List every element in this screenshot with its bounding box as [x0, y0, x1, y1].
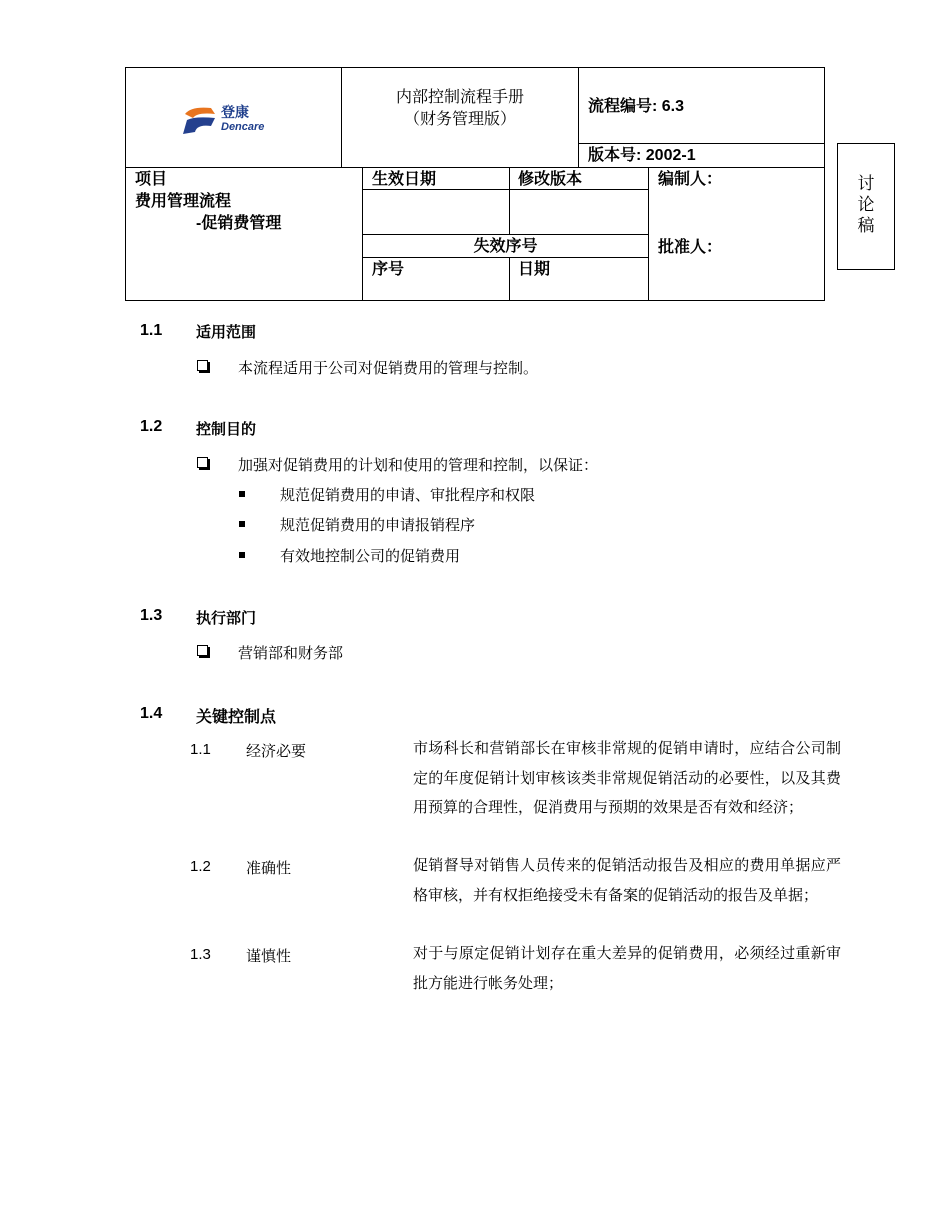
table-line — [578, 67, 579, 167]
square-bullet-icon — [239, 552, 245, 558]
key-point-number: 1.3 — [190, 946, 211, 963]
key-point-number: 1.1 — [190, 741, 211, 758]
logo-mark-icon — [181, 104, 219, 136]
list-item: 规范促销费用的申请报销程序 — [280, 516, 476, 534]
section-title: 执行部门 — [196, 609, 257, 627]
section-title: 关键控制点 — [196, 707, 277, 726]
editor-label: 编制人： — [658, 171, 723, 188]
table-line — [509, 257, 510, 301]
table-line — [362, 234, 649, 235]
process-number: 流程编号: 6.3 — [588, 98, 685, 115]
seq-label: 序号 — [372, 261, 405, 278]
revision-label: 修改版本 — [518, 171, 583, 188]
section-number: 1.2 — [140, 418, 163, 435]
box-bullet-icon — [197, 645, 208, 656]
process-subname: -促销费管理 — [196, 215, 282, 232]
version-number: 版本号: 2002-1 — [588, 147, 696, 164]
key-point-name: 经济必要 — [246, 742, 307, 760]
table-line — [509, 167, 510, 235]
section-paragraph: 营销部和财务部 — [238, 644, 344, 662]
invalid-seq-label: 失效序号 — [473, 238, 538, 255]
list-item: 规范促销费用的申请、审批程序和权限 — [280, 486, 536, 504]
key-point-description: 促销督导对销售人员传来的促销活动报告及相应的费用单据应严格审核，并有权拒绝接受未有备案的促销活动的报告及单据； — [413, 856, 841, 904]
date-label: 日期 — [518, 261, 551, 278]
draft-stamp — [837, 143, 895, 270]
section-title: 控制目的 — [196, 420, 257, 438]
key-point-description: 对于与原定促销计划存在重大差异的促销费用，必须经过重新审批方能进行帐务处理； — [413, 944, 841, 992]
square-bullet-icon — [239, 521, 245, 527]
key-point-name: 谨慎性 — [246, 947, 292, 965]
section-paragraph: 本流程适用于公司对促销费用的管理与控制。 — [238, 359, 539, 377]
stamp-char: 论 — [857, 195, 875, 215]
list-item: 有效地控制公司的促销费用 — [280, 547, 461, 565]
section-title: 适用范围 — [196, 323, 257, 341]
key-point-description: 市场科长和营销部长在审核非常规的促销申请时，应结合公司制定的年度促销计划审核该类非常规促销活动的必要性，以及其费用预算的合理性，促消费用与预期的效果是否有效和经济； — [413, 739, 841, 816]
approver-label: 批准人： — [658, 239, 723, 256]
stamp-char: 稿 — [857, 216, 875, 236]
manual-title — [342, 86, 578, 130]
box-bullet-icon — [197, 457, 208, 468]
effective-date-label: 生效日期 — [372, 171, 437, 188]
company-logo — [181, 104, 273, 136]
section-number: 1.4 — [140, 705, 163, 722]
process-name: 费用管理流程 — [135, 193, 232, 210]
box-bullet-icon — [197, 360, 208, 371]
manual-title-line: 内部控制流程手册 — [395, 87, 524, 106]
section-number: 1.3 — [140, 607, 163, 624]
item-label: 项目 — [135, 171, 168, 188]
table-line — [579, 143, 825, 144]
section-number: 1.1 — [140, 322, 163, 339]
stamp-char: 讨 — [857, 174, 875, 194]
key-point-name: 准确性 — [246, 859, 292, 877]
square-bullet-icon — [239, 491, 245, 497]
manual-subtitle-line: （财务管理版） — [403, 109, 516, 128]
logo-english: Dencare — [221, 121, 265, 133]
logo-chinese: 登康 — [221, 105, 249, 121]
key-point-number: 1.2 — [190, 858, 211, 875]
section-paragraph: 加强对促销费用的计划和使用的管理和控制，以保证： — [238, 456, 599, 474]
table-line — [125, 167, 825, 168]
